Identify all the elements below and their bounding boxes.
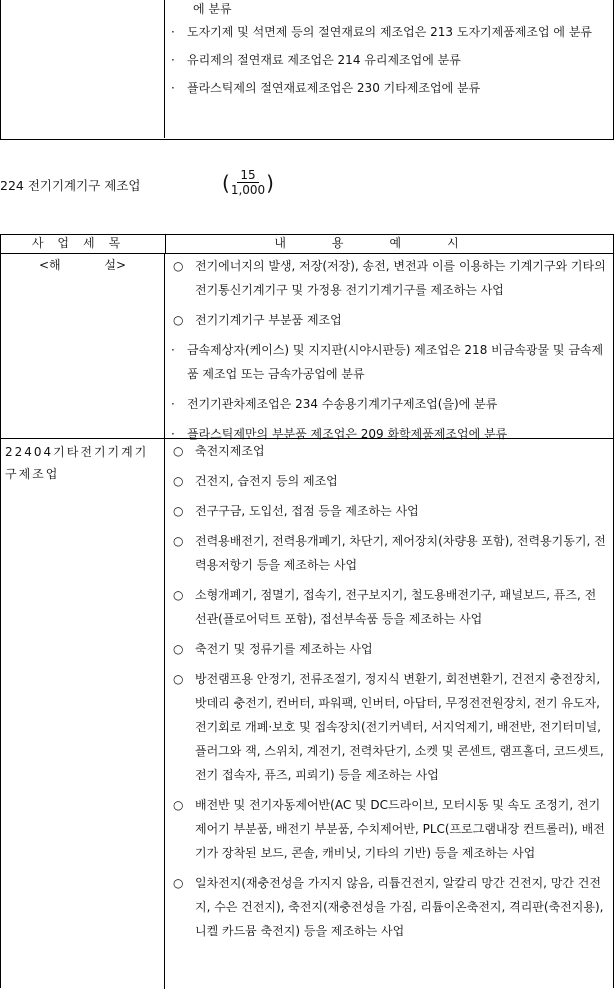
item-text: 에 분류 (193, 2, 232, 16)
circle-bullet-icon: ○ (173, 444, 184, 458)
paren-open: ( (222, 170, 230, 195)
header-business-item: 사업세목 (1, 235, 166, 253)
item-text: 전기기계기구 부분품 제조업 (195, 313, 342, 327)
item-text: 축전기 및 정류기를 제조하는 사업 (195, 642, 373, 656)
item-text: 전구구금, 도입선, 접점 등을 제조하는 사업 (195, 504, 419, 518)
circle-bullet-icon: ○ (173, 876, 184, 890)
circle-bullet-icon: ○ (173, 259, 184, 273)
item-text: 일차전지(재충전성을 가지지 않음, 리튬건전지, 알칼리 망간 건전지, 망간 건전지, 수은 건전지), 축전지(재충전성을 가짐, 리튬이온축전지, 격리판(축전지용), 니켈 카드뮴 축전지) 등을 제조하는 사업 (195, 876, 604, 938)
row-content (165, 254, 613, 441)
ratio-fraction (231, 168, 265, 197)
row-label: 22404기타전기기계기구제조업 (1, 439, 165, 989)
table-header (1, 235, 613, 253)
list-item (171, 637, 607, 661)
circle-bullet-icon: ○ (173, 588, 184, 602)
circle-bullet-icon: ○ (173, 642, 184, 656)
list-item (171, 499, 607, 523)
ratio-numerator: 15 (237, 168, 258, 183)
top-table (0, 0, 614, 140)
list-item (171, 439, 607, 463)
bullet-icon: · (171, 343, 175, 357)
item-text: 도자기제 및 석면제 등의 절연재료의 제조업은 213 도자기제품제조업 에 분류 (187, 25, 592, 39)
section-title: 224 전기기계기구 제조업 (0, 178, 141, 193)
item-text: 전력용배전기, 전력용개폐기, 차단기, 제어장치(차량용 포함), 전력용기동기, 전력용저항기 등을 제조하는 사업 (195, 534, 606, 572)
item-text: 플라스틱제만의 부분품 제조업은 209 화학제품제조업에 분류 (187, 427, 508, 441)
row-content (165, 439, 613, 989)
item-text: 소형개폐기, 점멸기, 접속기, 전구보지기, 철도용배전기구, 패널보드, 퓨즈, 전선관(플로어덕트 포함), 접선부속품 등을 제조하는 사업 (195, 588, 597, 626)
list-item (171, 667, 607, 787)
item-text: 배전반 및 전기자동제어반(AC 및 DC드라이브, 모터시동 및 속도 조정기, 전기제어기 부분품, 배전기 부분품, 수치제어반, PLC(프로그램내장 컨트롤러), 배전기가 장착된 보드, 콘솔, 캐비닛, 기타의 기반) 등을 제조하는 사업 (195, 798, 605, 860)
top-table-row (1, 0, 613, 138)
circle-bullet-icon: ○ (173, 504, 184, 518)
list-item (171, 308, 607, 332)
table-row (1, 253, 613, 441)
table-row (1, 438, 613, 989)
item-text: 금속제상자(케이스) 및 지지판(시야시판등) 제조업은 218 비금속광물 및 금속제품 제조업 또는 금속가공업에 분류 (187, 343, 604, 381)
item-text: 유리제의 절연재료 제조업은 214 유리제조업에 분류 (187, 53, 461, 67)
bullet-icon: · (171, 25, 175, 39)
item-text: 전기에너지의 발생, 저장(저장), 송전, 변전과 이를 이용하는 기계기구와 기타의 전기통신기계기구 및 가정용 전기기계기구를 제조하는 사업 (195, 259, 606, 297)
list-item (171, 338, 607, 386)
list-item (171, 392, 607, 416)
bullet-icon: · (171, 397, 175, 411)
list-item (171, 0, 607, 18)
list-item (171, 76, 607, 100)
circle-bullet-icon: ○ (173, 313, 184, 327)
bullet-icon: · (171, 427, 175, 441)
list-item (171, 793, 607, 865)
item-text: 방전램프용 안정기, 전류조절기, 정지식 변환기, 회전변환기, 건전지 충전장치, 밧데리 충전기, 컨버터, 파워팩, 인버터, 아답터, 무정전전원장치, 전기 유도자, 전기회로 개폐·보호 및 접속장치(전기커넥터, 서지억제기, 배전반, 전기터미널, 플러그와 잭, 스위치, 계전기, 전력차단기, 소켓 및 콘센트, 램프홀더, 코드셋트, 전기 접속자, 퓨즈, 피뢰기) 등을 제조하는 사업 (195, 672, 604, 782)
bullet-icon: · (171, 53, 175, 67)
paren-close: ) (266, 170, 274, 195)
circle-bullet-icon: ○ (173, 474, 184, 488)
list-item (171, 48, 607, 72)
item-text: 건전지, 습전지 등의 제조업 (195, 474, 338, 488)
circle-bullet-icon: ○ (173, 672, 184, 686)
item-text: 플라스틱제의 절연재료제조업은 230 기타제조업에 분류 (187, 81, 481, 95)
header-content-example: 내용예시 (274, 236, 505, 250)
top-table-left-cell (1, 0, 165, 138)
circle-bullet-icon: ○ (173, 534, 184, 548)
list-item (171, 20, 607, 44)
list-item (171, 871, 607, 943)
top-table-right-cell (165, 0, 613, 138)
bullet-icon: · (171, 81, 175, 95)
item-text: 전기기관차제조업은 234 수송용기계기구제조업(을)에 분류 (187, 397, 498, 411)
circle-bullet-icon: ○ (173, 798, 184, 812)
main-table (0, 234, 614, 988)
row-label: <해 설> (1, 254, 165, 438)
list-item (171, 469, 607, 493)
ratio-denominator: 1,000 (230, 183, 266, 197)
ratio (222, 168, 274, 197)
list-item (171, 254, 607, 302)
list-item (171, 583, 607, 631)
item-marker (171, 0, 193, 18)
item-text: 축전지제조업 (195, 444, 265, 458)
list-item (171, 529, 607, 577)
